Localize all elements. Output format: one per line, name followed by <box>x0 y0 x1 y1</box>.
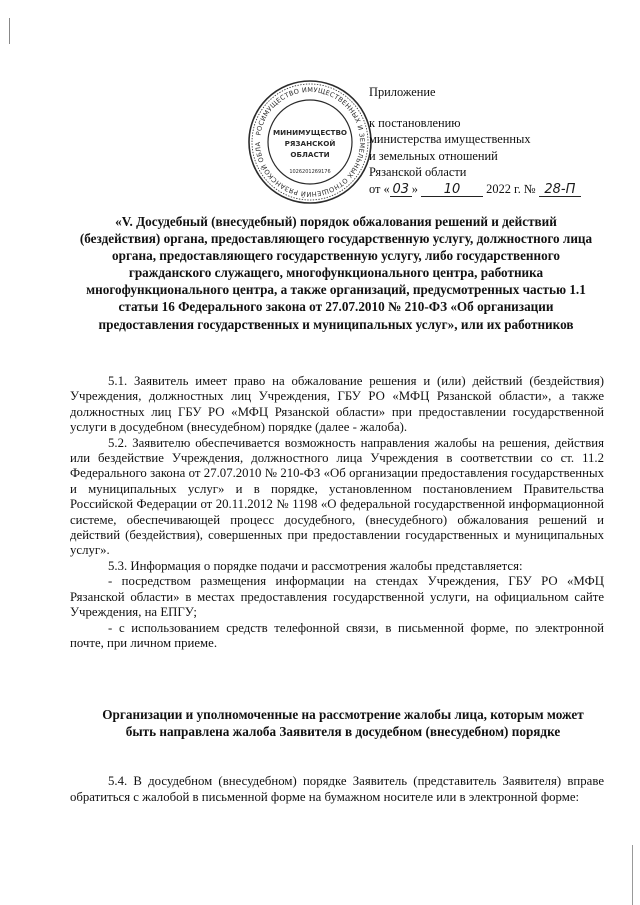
svg-text:РЯЗАНСКОЙ: РЯЗАНСКОЙ <box>284 139 336 148</box>
official-seal <box>246 78 374 206</box>
date-mid: » <box>411 181 418 196</box>
list-item-stands: - посредством размещения информации на стендах Учреждения, ГБУ РО «МФЦ Рязанской области» в местах предоставления государственной услуги, на официальном сайте Учреждения, на ЕПГУ; <box>70 574 604 620</box>
appendix-ref-line <box>369 115 619 132</box>
date-day: 03 <box>390 183 412 197</box>
seal-graphic <box>246 78 374 206</box>
date-month: 10 <box>421 183 483 197</box>
paragraph-5-1: 5.1. Заявитель имеет право на обжалование решения и (или) действий (бездействия) Учреждения, должностных лиц Учреждения, ГБУ РО «МФЦ Рязанской области», а также должностных лиц ГБУ РО «МФЦ Рязанской области» при предоставлении государственной услуги в досудебном (внесудебном) порядке (далее - жалоба). <box>70 374 604 435</box>
svg-text:РОСИМУЩЕСТВО ИМУЩЕСТВЕННЫХ И З: РОСИМУЩЕСТВО ИМУЩЕСТВЕННЫХ И ЗЕМЕЛЬНЫХ ОТНОШЕНИЙ РЯЗАНСКОЙ ОБЛА <box>253 85 367 199</box>
paragraph-5-4: 5.4. В досудебном (внесудебном) порядке Заявитель (представитель Заявителя) вправе обратиться с жалобой в письменной форме на бумажном носителе или в электронной форме: <box>70 774 604 804</box>
paragraph-5-2: 5.2. Заявителю обеспечивается возможность направления жалобы на решения, действия или бездействие Учреждения, должностного лица Учреждения в соответствии со ст. 11.2 Федерального закона от 27.07.2010 № 210-ФЗ «Об организации предоставления государственных и муниципальных услуг» и в порядке, установленном постановлением Правительства Российской Федерации от 20.11.2012 № 1198 «О федеральной государственной информационной системе, обеспечивающей процесс досудебного, (внесудебного) обжалования решений и действий (бездействия), совершенных при предоставлении государственных и муниципальных услуг». <box>70 435 604 558</box>
appendix-label: Приложение <box>369 85 436 99</box>
svg-text:МИНИМУЩЕСТВО: МИНИМУЩЕСТВО <box>272 128 348 137</box>
subsection-title: Организации и уполномоченные на рассмотрение жалобы лица, которым может быть направлена жалоба Заявителя в досудебном (внесудебном) порядке <box>102 707 584 740</box>
appendix-block <box>369 84 619 197</box>
scan-edge-mark <box>632 845 633 905</box>
section-body-continued <box>70 774 604 805</box>
list-item-phone: - с использованием средств телефонной связи, в письменной форме, по электронной почте, при личном приеме. <box>70 620 604 650</box>
paragraph-5-3: 5.3. Информация о порядке подачи и рассмотрения жалобы представляется: <box>108 558 523 573</box>
svg-text:1026201269176: 1026201269176 <box>289 169 331 175</box>
date-prefix: от « <box>369 181 390 196</box>
appendix-date-line <box>369 181 619 198</box>
scan-edge-mark <box>9 18 10 44</box>
appendix-relations: и земельных отношений <box>369 148 498 163</box>
section-body <box>70 374 604 651</box>
svg-text:ОБЛАСТИ: ОБЛАСТИ <box>290 150 330 159</box>
decree-number: 28-П <box>539 183 581 197</box>
date-year: 2022 г. № <box>486 181 536 196</box>
appendix-k: к <box>369 115 376 130</box>
appendix-ministry: министерства имущественных <box>369 132 531 146</box>
appendix-decree: постановлению <box>378 115 461 130</box>
appendix-region: Рязанской области <box>369 165 467 179</box>
section-title: «V. Досудебный (внесудебный) порядок обжалования решений и действий (бездействия) органа, предоставляющего государственную услугу, должностного лица органа, предоставляющего государственную услугу, либо государственного гражданского служащего, многофункционального центра, работника многофункционального центра, а также организаций, предусмотренных частью 1.1 статьи 16 Федерального закона от 27.07.2010 № 210-ФЗ «Об организации предоставления государственных и муниципальных услуг», или их работников <box>79 214 593 332</box>
